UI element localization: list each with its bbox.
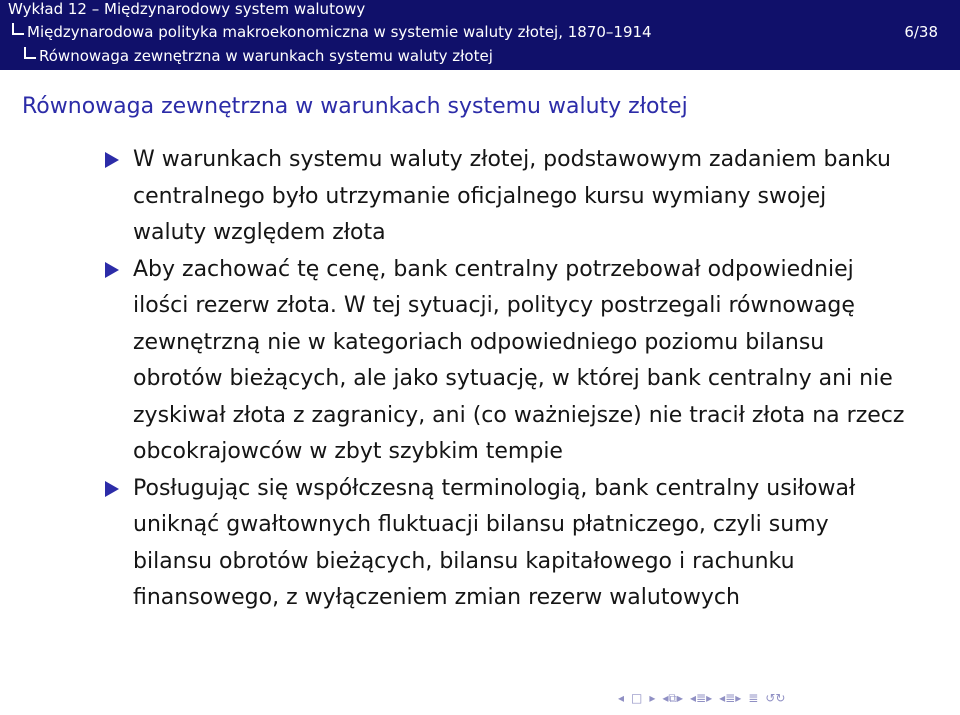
section-title[interactable] [12, 23, 652, 41]
subsection-label: Równowaga zewnętrzna w warunkach systemu waluty złotej [39, 47, 493, 65]
nav-left-icon[interactable]: ◂ [618, 691, 625, 705]
nav-search-icon[interactable]: ↺↻ [765, 691, 786, 705]
page-number: 6/38 [904, 23, 938, 41]
slide-title: Równowaga zewnętrzna w warunkach systemu waluty złotej [22, 94, 688, 119]
triangle-bullet-icon [105, 152, 119, 168]
navigation-bar [618, 689, 785, 707]
tree-branch-icon [24, 47, 36, 59]
nav-frame-icon[interactable]: □ [631, 691, 643, 705]
nav-right-icon[interactable]: ▸ [649, 691, 656, 705]
triangle-bullet-icon [105, 481, 119, 497]
nav-subsection-icon[interactable]: ◂⧉▸ [662, 691, 684, 705]
section-label: Międzynarodowa polityka makroekonomiczna w systemie waluty złotej, 1870–1914 [27, 23, 652, 41]
slide-content [105, 142, 905, 617]
bullet-text: Aby zachować tę cenę, bank centralny potrzebował odpowiedniej ilości rezerw złota. W tej sytuacji, politycy postrzegali równowagę zewnętrzną nie w kategoriach odpowiedniego poziomu bilansu obrotów bieżących, ale jako sytuację, w której bank centralny ani nie zyskiwał złota z zagranicy, ani (co ważniejsze) nie tracił złota na rzecz obcokrajowców w zbyt szybkim tempie [133, 256, 905, 464]
nav-doc-icon[interactable]: ≣ [748, 691, 759, 705]
lecture-title[interactable]: Wykład 12 – Międzynarodowy system walutowy [8, 0, 366, 18]
nav-section-next-icon[interactable]: ◂≣▸ [719, 691, 742, 705]
bullet-text: Posługując się współczesną terminologią, bank centralny usiłował uniknąć gwałtownych fluktuacji bilansu płatniczego, czyli sumy bilansu obrotów bieżących, bilansu kapitałowego i rachunku finansowego, z wyłączeniem zmian rezerw walutowych [133, 475, 856, 610]
header-bar [0, 0, 960, 70]
triangle-bullet-icon [105, 262, 119, 278]
bullet-item [105, 142, 905, 252]
bullet-item [105, 252, 905, 471]
nav-section-icon[interactable]: ◂≣▸ [690, 691, 713, 705]
bullet-item [105, 471, 905, 617]
bullet-text: W warunkach systemu waluty złotej, podstawowym zadaniem banku centralnego było utrzymanie oficjalnego kursu wymiany swojej waluty względem złota [133, 147, 891, 245]
subsection-title[interactable] [12, 47, 493, 65]
tree-branch-icon [12, 23, 24, 35]
